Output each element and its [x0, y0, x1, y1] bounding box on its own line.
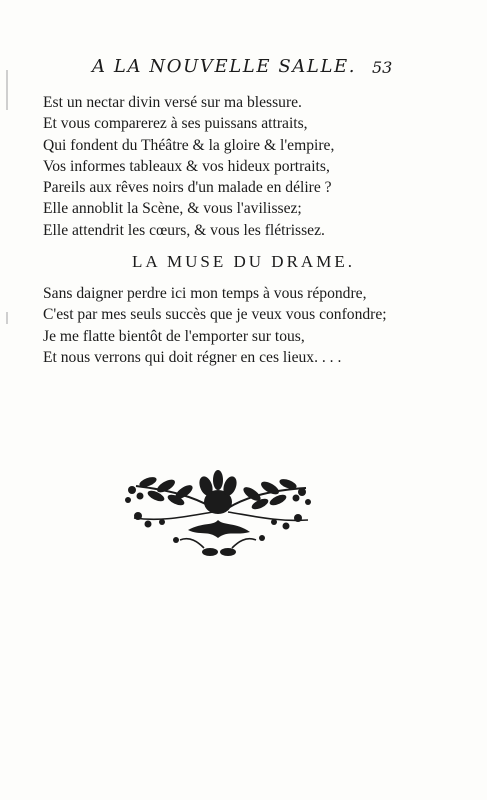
verse-line: Elle annoblit la Scène, & vous l'avilissez;	[43, 200, 302, 218]
verse-line: Et nous verrons qui doit régner en ces lieux. . . .	[43, 348, 342, 366]
page-header	[0, 56, 487, 80]
verse-line: C'est par mes seuls succès que je veux vous confondre;	[43, 306, 387, 324]
verse-line: Vos informes tableaux & vos hideux portraits,	[43, 157, 330, 175]
margin-mark	[6, 70, 8, 110]
verse-line: Est un nectar divin versé sur ma blessure.	[43, 94, 302, 111]
verse-block-1	[43, 92, 463, 241]
verse-block-2	[43, 283, 463, 368]
floral-vignette-icon	[118, 456, 318, 566]
verse-line: Pareils aux rêves noirs d'un malade en délire ?	[43, 179, 332, 197]
margin-mark	[6, 312, 8, 324]
verse-line: Qui fondent du Théâtre & la gloire & l'empire,	[43, 136, 335, 154]
speaker-heading: LA MUSE DU DRAME.	[132, 252, 355, 271]
verse-line: Elle attendrit les cœurs, & vous les flétrissez.	[43, 221, 325, 239]
verse-line: Je me flatte bientôt de l'emporter sur tous,	[43, 327, 305, 345]
page-number: 53	[372, 58, 393, 77]
running-title: A LA NOUVELLE SALLE.	[92, 56, 357, 77]
verse-line: Sans daigner perdre ici mon temps à vous répondre,	[43, 285, 367, 302]
verse-line: Et vous comparerez à ses puissans attraits,	[43, 115, 308, 133]
